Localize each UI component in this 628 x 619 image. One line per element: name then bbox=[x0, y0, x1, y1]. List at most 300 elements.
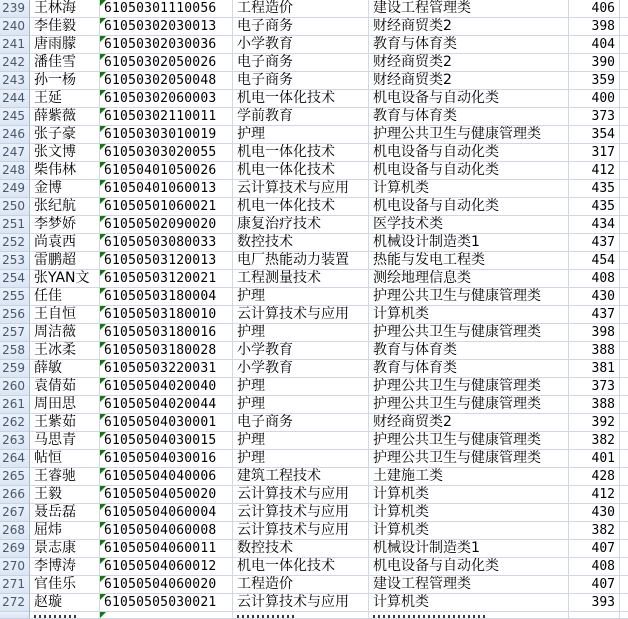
cell-student-name[interactable]: 王毅 bbox=[30, 486, 100, 504]
student-id-text: 61050503180004 bbox=[104, 289, 217, 304]
cell-score[interactable]: 317 bbox=[569, 144, 620, 162]
cell-category[interactable]: 机电设备与自动化类 bbox=[369, 558, 569, 576]
student-id-text: 61050503180028 bbox=[104, 343, 217, 358]
row-number[interactable]: 266 bbox=[0, 486, 30, 504]
cell-student-name[interactable]: 王延 bbox=[30, 90, 100, 108]
cell-empty[interactable] bbox=[620, 234, 628, 252]
error-flag-triangle-icon bbox=[100, 306, 106, 312]
cell-student-id[interactable] bbox=[100, 558, 233, 576]
cell-score[interactable]: 398 bbox=[569, 18, 620, 36]
cell-major[interactable]: 护理 bbox=[233, 450, 369, 468]
cell-student-id[interactable] bbox=[100, 360, 233, 378]
cell-student-name[interactable]: 袁倩茹 bbox=[30, 378, 100, 396]
row-number[interactable]: 253 bbox=[0, 252, 30, 270]
cell-score[interactable]: 388 bbox=[569, 342, 620, 360]
cell-student-id[interactable] bbox=[100, 180, 233, 198]
cell-category[interactable]: 机电设备与自动化类 bbox=[369, 162, 569, 180]
cell-student-name[interactable]: 官佳乐 bbox=[30, 576, 100, 594]
cell-major[interactable]: 工程造价 bbox=[233, 576, 369, 594]
error-flag-triangle-icon bbox=[100, 90, 106, 96]
row-number[interactable]: 265 bbox=[0, 468, 30, 486]
cell-empty[interactable] bbox=[620, 0, 628, 18]
error-flag-triangle-icon bbox=[100, 414, 106, 420]
cell-score[interactable]: 435 bbox=[569, 180, 620, 198]
student-id-text: 61050302110011 bbox=[104, 109, 217, 124]
cell-score[interactable]: 430 bbox=[569, 288, 620, 306]
cell-category[interactable]: 财经商贸类2 bbox=[369, 54, 569, 72]
cell-student-id[interactable] bbox=[100, 414, 233, 432]
row-number[interactable]: 258 bbox=[0, 342, 30, 360]
cell-category[interactable]: 热能与发电工程类 bbox=[369, 252, 569, 270]
student-id-text: 61050504060011 bbox=[104, 541, 217, 556]
cell-student-name[interactable]: 唐雨朦 bbox=[30, 36, 100, 54]
cell-score[interactable] bbox=[569, 612, 620, 619]
cell-empty[interactable] bbox=[620, 18, 628, 36]
cell-score[interactable]: 388 bbox=[569, 396, 620, 414]
cell-student-name[interactable]: 王林海 bbox=[30, 0, 100, 18]
cell-student-name[interactable]: 张纪航 bbox=[30, 198, 100, 216]
cell-student-name[interactable]: 金博 bbox=[30, 180, 100, 198]
cell-score[interactable]: 434 bbox=[569, 216, 620, 234]
cell-score[interactable]: 382 bbox=[569, 432, 620, 450]
error-flag-triangle-icon bbox=[100, 216, 106, 222]
cell-empty[interactable] bbox=[620, 36, 628, 54]
cell-empty[interactable] bbox=[620, 252, 628, 270]
cell-student-name[interactable]: 雷鹏超 bbox=[30, 252, 100, 270]
table-row bbox=[0, 144, 628, 162]
cell-student-id[interactable] bbox=[100, 540, 233, 558]
cell-major[interactable]: 小学教育 bbox=[233, 342, 369, 360]
cell-empty[interactable] bbox=[620, 108, 628, 126]
cell-score[interactable]: 412 bbox=[569, 162, 620, 180]
cell-student-id[interactable] bbox=[100, 270, 233, 288]
cell-student-id[interactable] bbox=[100, 396, 233, 414]
cell-score[interactable]: 406 bbox=[569, 0, 620, 18]
cell-category[interactable]: 财经商贸类2 bbox=[369, 414, 569, 432]
error-flag-triangle-icon bbox=[100, 558, 106, 564]
cell-student-id[interactable] bbox=[100, 90, 233, 108]
cell-student-name[interactable]: 屈炜 bbox=[30, 522, 100, 540]
cell-student-id[interactable] bbox=[100, 108, 233, 126]
cell-score[interactable]: 400 bbox=[569, 90, 620, 108]
cell-score[interactable]: 430 bbox=[569, 504, 620, 522]
cell-empty[interactable] bbox=[620, 162, 628, 180]
cell-category[interactable]: 教育与体育类 bbox=[369, 342, 569, 360]
cell-student-id[interactable] bbox=[100, 504, 233, 522]
cell-student-name[interactable]: 尚袁西 bbox=[30, 234, 100, 252]
cell-category[interactable]: 土建施工类 bbox=[369, 468, 569, 486]
cell-major[interactable]: 护理 bbox=[233, 324, 369, 342]
cell-category[interactable]: 机电设备与自动化类 bbox=[369, 198, 569, 216]
cell-major[interactable]: 机电一体化技术 bbox=[233, 162, 369, 180]
cell-major[interactable]: 数控技术 bbox=[233, 540, 369, 558]
cell-student-name[interactable]: 景志康 bbox=[30, 540, 100, 558]
cell-empty[interactable] bbox=[620, 612, 628, 619]
table-row bbox=[0, 288, 628, 306]
cell-score[interactable]: 437 bbox=[569, 234, 620, 252]
cell-score[interactable]: 435 bbox=[569, 198, 620, 216]
cell-empty[interactable] bbox=[620, 576, 628, 594]
error-flag-triangle-icon bbox=[100, 360, 106, 366]
cell-empty[interactable] bbox=[620, 486, 628, 504]
cell-category[interactable]: 教育与体育类 bbox=[369, 360, 569, 378]
cell-major[interactable]: 电厂热能动力装置 bbox=[233, 252, 369, 270]
cell-major[interactable]: 机电一体化技术 bbox=[233, 558, 369, 576]
row-number[interactable]: 267 bbox=[0, 504, 30, 522]
student-id-text: 61050303010019 bbox=[104, 127, 217, 142]
cell-category[interactable]: 机械设计制造类1 bbox=[369, 540, 569, 558]
cell-category[interactable]: 建设工程管理类 bbox=[369, 0, 569, 18]
student-id-text: 61050504020040 bbox=[104, 379, 217, 394]
cell-student-id[interactable] bbox=[100, 0, 233, 18]
row-number[interactable]: 248 bbox=[0, 162, 30, 180]
cell-empty[interactable] bbox=[620, 306, 628, 324]
error-flag-triangle-icon bbox=[100, 0, 106, 6]
cell-score[interactable]: 407 bbox=[569, 540, 620, 558]
row-number[interactable]: 252 bbox=[0, 234, 30, 252]
cell-category[interactable]: 计算机类 bbox=[369, 522, 569, 540]
cell-category[interactable]: 医学技术类 bbox=[369, 216, 569, 234]
cell-category[interactable]: 护理公共卫生与健康管理类 bbox=[369, 288, 569, 306]
cell-major[interactable] bbox=[233, 612, 369, 619]
row-number[interactable]: 243 bbox=[0, 72, 30, 90]
table-row bbox=[0, 360, 628, 378]
cell-student-name[interactable]: 周洁薇 bbox=[30, 324, 100, 342]
error-flag-triangle-icon bbox=[100, 324, 106, 330]
cell-major[interactable]: 护理 bbox=[233, 396, 369, 414]
cell-student-name[interactable]: 薛敏 bbox=[30, 360, 100, 378]
cell-score[interactable]: 373 bbox=[569, 378, 620, 396]
cell-major[interactable]: 建筑工程技术 bbox=[233, 468, 369, 486]
cell-empty[interactable] bbox=[620, 468, 628, 486]
cell-student-name[interactable]: 聂岳磊 bbox=[30, 504, 100, 522]
cell-score[interactable]: 393 bbox=[569, 594, 620, 612]
cell-student-name[interactable]: 周田思 bbox=[30, 396, 100, 414]
cell-major[interactable]: 机电一体化技术 bbox=[233, 90, 369, 108]
cell-score[interactable]: 401 bbox=[569, 450, 620, 468]
cell-student-name[interactable]: 王冰柔 bbox=[30, 342, 100, 360]
row-number[interactable]: 269 bbox=[0, 540, 30, 558]
table-row bbox=[0, 54, 628, 72]
cell-score[interactable]: 408 bbox=[569, 558, 620, 576]
cell-empty[interactable] bbox=[620, 342, 628, 360]
row-number[interactable]: 242 bbox=[0, 54, 30, 72]
table-row bbox=[0, 486, 628, 504]
row-number[interactable]: 268 bbox=[0, 522, 30, 540]
student-id-text: 61050504060012 bbox=[104, 559, 217, 574]
row-number[interactable]: 239 bbox=[0, 0, 30, 18]
cell-score[interactable]: 428 bbox=[569, 468, 620, 486]
student-id-text: 61050504060004 bbox=[104, 505, 217, 520]
cell-category[interactable]: 测绘地理信息类 bbox=[369, 270, 569, 288]
row-number[interactable]: 245 bbox=[0, 108, 30, 126]
error-flag-triangle-icon bbox=[100, 144, 106, 150]
cell-student-name[interactable]: 张YAN文 bbox=[30, 270, 100, 288]
cell-empty[interactable] bbox=[620, 198, 628, 216]
cell-empty[interactable] bbox=[620, 180, 628, 198]
student-id-text: 61050302060003 bbox=[104, 91, 217, 106]
cell-student-name[interactable]: 任佳 bbox=[30, 288, 100, 306]
error-flag-triangle-icon bbox=[100, 36, 106, 42]
cell-student-name[interactable]: 柴伟林 bbox=[30, 162, 100, 180]
cell-category[interactable]: 护理公共卫生与健康管理类 bbox=[369, 324, 569, 342]
cell-score[interactable]: 454 bbox=[569, 252, 620, 270]
cell-major[interactable]: 云计算技术与应用 bbox=[233, 594, 369, 612]
row-number[interactable]: 264 bbox=[0, 450, 30, 468]
cell-major[interactable]: 护理 bbox=[233, 126, 369, 144]
cell-category[interactable]: 建设工程管理类 bbox=[369, 576, 569, 594]
cell-category[interactable]: 教育与体育类 bbox=[369, 36, 569, 54]
student-id-text: 61050504030015 bbox=[104, 433, 217, 448]
cell-student-name[interactable]: 李梦娇 bbox=[30, 216, 100, 234]
cell-empty[interactable] bbox=[620, 594, 628, 612]
cell-major[interactable]: 电子商务 bbox=[233, 18, 369, 36]
student-id-text: 61050504030001 bbox=[104, 415, 217, 430]
cell-empty[interactable] bbox=[620, 288, 628, 306]
cell-student-id[interactable] bbox=[100, 486, 233, 504]
cell-student-id[interactable] bbox=[100, 450, 233, 468]
cell-empty[interactable] bbox=[620, 432, 628, 450]
cell-category[interactable]: 教育与体育类 bbox=[369, 108, 569, 126]
cell-empty[interactable] bbox=[620, 90, 628, 108]
row-number[interactable] bbox=[0, 612, 30, 619]
cell-category[interactable]: 财经商贸类2 bbox=[369, 18, 569, 36]
cell-student-name[interactable]: 马思青 bbox=[30, 432, 100, 450]
cell-major[interactable]: 工程测量技术 bbox=[233, 270, 369, 288]
table-row bbox=[0, 18, 628, 36]
cell-category[interactable]: 护理公共卫生与健康管理类 bbox=[369, 450, 569, 468]
cell-category[interactable]: 护理公共卫生与健康管理类 bbox=[369, 396, 569, 414]
row-number[interactable]: 249 bbox=[0, 180, 30, 198]
cell-student-name[interactable]: 李佳毅 bbox=[30, 18, 100, 36]
row-number[interactable]: 240 bbox=[0, 18, 30, 36]
row-number[interactable]: 272 bbox=[0, 594, 30, 612]
cell-major[interactable]: 电子商务 bbox=[233, 54, 369, 72]
cell-category[interactable] bbox=[369, 612, 569, 619]
table-row bbox=[0, 558, 628, 576]
cell-student-name[interactable]: 赵璇 bbox=[30, 594, 100, 612]
cell-student-id[interactable] bbox=[100, 576, 233, 594]
student-id-text: 61050302050026 bbox=[104, 55, 217, 70]
cell-category[interactable]: 机械设计制造类1 bbox=[369, 234, 569, 252]
row-number[interactable]: 255 bbox=[0, 288, 30, 306]
cell-student-name[interactable]: 张文博 bbox=[30, 144, 100, 162]
cell-student-id[interactable] bbox=[100, 306, 233, 324]
cell-empty[interactable] bbox=[620, 360, 628, 378]
cell-student-id[interactable] bbox=[100, 216, 233, 234]
cell-major[interactable]: 护理 bbox=[233, 432, 369, 450]
cell-empty[interactable] bbox=[620, 378, 628, 396]
cell-student-id[interactable] bbox=[100, 234, 233, 252]
table-row bbox=[0, 522, 628, 540]
cell-student-id[interactable] bbox=[100, 342, 233, 360]
cell-empty[interactable] bbox=[620, 504, 628, 522]
error-flag-triangle-icon bbox=[100, 612, 106, 618]
cell-major[interactable]: 电子商务 bbox=[233, 72, 369, 90]
cell-student-name[interactable] bbox=[30, 612, 100, 619]
row-number[interactable]: 250 bbox=[0, 198, 30, 216]
cell-major[interactable]: 护理 bbox=[233, 288, 369, 306]
cell-score[interactable]: 398 bbox=[569, 324, 620, 342]
cell-score[interactable]: 412 bbox=[569, 486, 620, 504]
cell-category[interactable]: 护理公共卫生与健康管理类 bbox=[369, 378, 569, 396]
row-number[interactable]: 244 bbox=[0, 90, 30, 108]
cell-score[interactable]: 381 bbox=[569, 360, 620, 378]
cell-major[interactable]: 工程造价 bbox=[233, 0, 369, 18]
cell-student-id[interactable] bbox=[100, 324, 233, 342]
cell-student-name[interactable]: 薛紫薇 bbox=[30, 108, 100, 126]
row-number[interactable]: 257 bbox=[0, 324, 30, 342]
error-flag-triangle-icon bbox=[100, 468, 106, 474]
row-number[interactable]: 241 bbox=[0, 36, 30, 54]
table-row bbox=[0, 324, 628, 342]
cell-student-id[interactable] bbox=[100, 144, 233, 162]
cell-major[interactable]: 机电一体化技术 bbox=[233, 198, 369, 216]
cell-empty[interactable] bbox=[620, 72, 628, 90]
cell-major[interactable]: 云计算技术与应用 bbox=[233, 306, 369, 324]
error-flag-triangle-icon bbox=[100, 450, 106, 456]
table-row bbox=[0, 234, 628, 252]
row-number[interactable]: 260 bbox=[0, 378, 30, 396]
cell-empty[interactable] bbox=[620, 54, 628, 72]
cell-score[interactable]: 354 bbox=[569, 126, 620, 144]
row-number[interactable]: 270 bbox=[0, 558, 30, 576]
cell-score[interactable]: 359 bbox=[569, 72, 620, 90]
cell-category[interactable]: 护理公共卫生与健康管理类 bbox=[369, 432, 569, 450]
cell-student-id[interactable] bbox=[100, 162, 233, 180]
cell-score[interactable]: 382 bbox=[569, 522, 620, 540]
cell-student-id[interactable] bbox=[100, 378, 233, 396]
cell-student-id[interactable] bbox=[100, 252, 233, 270]
table-row bbox=[0, 252, 628, 270]
table-row-clipped bbox=[0, 612, 628, 619]
student-id-text: 61050503180010 bbox=[104, 307, 217, 322]
error-flag-triangle-icon bbox=[100, 432, 106, 438]
row-number[interactable]: 254 bbox=[0, 270, 30, 288]
cell-major[interactable]: 学前教育 bbox=[233, 108, 369, 126]
cell-student-name[interactable]: 王自恒 bbox=[30, 306, 100, 324]
cell-major[interactable]: 电子商务 bbox=[233, 414, 369, 432]
cell-student-name[interactable]: 王紫茹 bbox=[30, 414, 100, 432]
cell-category[interactable]: 计算机类 bbox=[369, 486, 569, 504]
table-row bbox=[0, 108, 628, 126]
cell-score[interactable]: 404 bbox=[569, 36, 620, 54]
row-number[interactable]: 263 bbox=[0, 432, 30, 450]
row-number[interactable]: 251 bbox=[0, 216, 30, 234]
cell-student-id[interactable] bbox=[100, 432, 233, 450]
cell-category[interactable]: 计算机类 bbox=[369, 594, 569, 612]
cell-score[interactable]: 408 bbox=[569, 270, 620, 288]
student-id-text: 61050503220031 bbox=[104, 361, 217, 376]
student-id-text: 61050303020055 bbox=[104, 145, 217, 160]
cell-category[interactable]: 财经商贸类2 bbox=[369, 72, 569, 90]
row-number[interactable]: 262 bbox=[0, 414, 30, 432]
cell-major[interactable]: 护理 bbox=[233, 378, 369, 396]
error-flag-triangle-icon bbox=[100, 504, 106, 510]
row-number[interactable]: 259 bbox=[0, 360, 30, 378]
table-row bbox=[0, 432, 628, 450]
table-row bbox=[0, 198, 628, 216]
cell-major[interactable]: 云计算技术与应用 bbox=[233, 504, 369, 522]
cell-empty[interactable] bbox=[620, 216, 628, 234]
table-row bbox=[0, 126, 628, 144]
cell-student-id[interactable] bbox=[100, 468, 233, 486]
cell-category[interactable]: 计算机类 bbox=[369, 180, 569, 198]
cell-student-id[interactable] bbox=[100, 54, 233, 72]
cell-student-id[interactable] bbox=[100, 612, 233, 619]
cell-score[interactable]: 407 bbox=[569, 576, 620, 594]
cell-student-id[interactable] bbox=[100, 36, 233, 54]
row-number[interactable]: 261 bbox=[0, 396, 30, 414]
cell-score[interactable]: 373 bbox=[569, 108, 620, 126]
cell-major[interactable]: 机电一体化技术 bbox=[233, 144, 369, 162]
cell-empty[interactable] bbox=[620, 558, 628, 576]
cell-category[interactable]: 计算机类 bbox=[369, 306, 569, 324]
cell-major[interactable]: 数控技术 bbox=[233, 234, 369, 252]
cell-score[interactable]: 390 bbox=[569, 54, 620, 72]
error-flag-triangle-icon bbox=[100, 342, 106, 348]
cell-empty[interactable] bbox=[620, 450, 628, 468]
cell-major[interactable]: 小学教育 bbox=[233, 36, 369, 54]
cell-student-id[interactable] bbox=[100, 18, 233, 36]
cell-student-name[interactable]: 王睿驰 bbox=[30, 468, 100, 486]
cell-empty[interactable] bbox=[620, 126, 628, 144]
cell-student-name[interactable]: 李博涛 bbox=[30, 558, 100, 576]
cell-student-name[interactable]: 孙一杨 bbox=[30, 72, 100, 90]
row-number[interactable]: 246 bbox=[0, 126, 30, 144]
student-id-text: 61050503180016 bbox=[104, 325, 217, 340]
cell-student-id[interactable] bbox=[100, 126, 233, 144]
cell-major[interactable]: 小学教育 bbox=[233, 360, 369, 378]
cell-category[interactable]: 计算机类 bbox=[369, 504, 569, 522]
cell-student-name[interactable]: 潘佳雪 bbox=[30, 54, 100, 72]
cell-empty[interactable] bbox=[620, 144, 628, 162]
cell-score[interactable]: 437 bbox=[569, 306, 620, 324]
cell-category[interactable]: 护理公共卫生与健康管理类 bbox=[369, 126, 569, 144]
error-flag-triangle-icon bbox=[100, 378, 106, 384]
table-row bbox=[0, 90, 628, 108]
cell-major[interactable]: 云计算技术与应用 bbox=[233, 486, 369, 504]
cell-empty[interactable] bbox=[620, 270, 628, 288]
clipped-text bbox=[34, 615, 76, 618]
cell-empty[interactable] bbox=[620, 324, 628, 342]
cell-student-id[interactable] bbox=[100, 594, 233, 612]
cell-category[interactable]: 机电设备与自动化类 bbox=[369, 144, 569, 162]
cell-major[interactable]: 云计算技术与应用 bbox=[233, 180, 369, 198]
cell-empty[interactable] bbox=[620, 396, 628, 414]
cell-empty[interactable] bbox=[620, 414, 628, 432]
cell-student-id[interactable] bbox=[100, 522, 233, 540]
cell-major[interactable]: 云计算技术与应用 bbox=[233, 522, 369, 540]
cell-student-id[interactable] bbox=[100, 288, 233, 306]
cell-student-id[interactable] bbox=[100, 198, 233, 216]
table-row bbox=[0, 540, 628, 558]
cell-major[interactable]: 康复治疗技术 bbox=[233, 216, 369, 234]
cell-category[interactable]: 机电设备与自动化类 bbox=[369, 90, 569, 108]
cell-score[interactable]: 392 bbox=[569, 414, 620, 432]
row-number[interactable]: 271 bbox=[0, 576, 30, 594]
row-number[interactable]: 247 bbox=[0, 144, 30, 162]
cell-student-id[interactable] bbox=[100, 72, 233, 90]
cell-student-name[interactable]: 张子豪 bbox=[30, 126, 100, 144]
cell-empty[interactable] bbox=[620, 522, 628, 540]
cell-empty[interactable] bbox=[620, 540, 628, 558]
error-flag-triangle-icon bbox=[100, 108, 106, 114]
table-row bbox=[0, 378, 628, 396]
row-number[interactable]: 256 bbox=[0, 306, 30, 324]
cell-student-name[interactable]: 帖恒 bbox=[30, 450, 100, 468]
student-id-text: 61050401050026 bbox=[104, 163, 217, 178]
